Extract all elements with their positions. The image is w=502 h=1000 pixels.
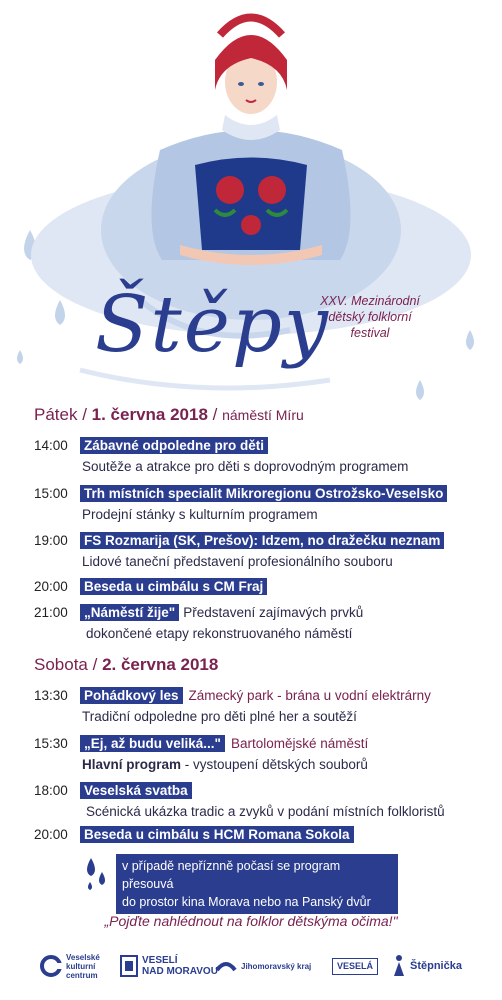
event-row	[34, 437, 268, 454]
festival-subtitle	[300, 293, 440, 341]
event-place: Bartolomějské náměstí	[230, 736, 369, 751]
dancer-icon	[392, 954, 406, 978]
event-desc: Soutěže a atrakce pro děti s doprovodným programem	[82, 459, 409, 474]
event-time: 20:00	[34, 827, 68, 842]
note-line: do prostor kina Morava nebo na Panský dvůr	[122, 895, 371, 909]
event-title: Beseda u cimbálu s CM Fraj	[80, 578, 267, 595]
event-title: FS Rozmarija (SK, Prešov): Idzem, no dražečku neznam	[80, 532, 444, 549]
logo-text: NAD MORAVOU	[142, 966, 218, 977]
logo-jihomoravsky-kraj	[215, 948, 311, 984]
festival-title: Štěpy	[95, 280, 330, 370]
event-inline-desc: Představení zajímavých prvků	[183, 605, 364, 620]
day1-location: náměstí Míru	[222, 407, 304, 423]
event-title: Pohádkový les	[80, 687, 183, 704]
coat-of-arms-icon	[120, 955, 138, 977]
event-title: Trh místních specialit Mikroregionu Ostrožsko-Veselsko	[80, 485, 447, 502]
event-title: Veselská svatba	[80, 782, 192, 799]
logo-text: VESELÍ	[142, 955, 178, 966]
subtitle-line: XXV. Mezinárodní	[320, 294, 420, 308]
logo-text: kulturní	[66, 961, 96, 971]
event-desc: Lidové taneční představení profesionálního souboru	[82, 554, 393, 569]
event-row	[34, 532, 444, 549]
day2-heading	[34, 655, 218, 675]
event-time: 20:00	[34, 579, 68, 594]
event-desc: dokončené etapy rekonstruovaného náměstí	[86, 626, 353, 641]
event-time: 14:00	[34, 438, 68, 453]
day1-weekday: Pátek /	[34, 405, 92, 424]
event-desc-bold: Hlavní program	[82, 757, 182, 772]
event-title: „Ej, až budu veliká..."	[80, 735, 225, 752]
logo-text: Štěpnička	[410, 959, 462, 972]
event-desc: Scénická ukázka tradic a zvyků v podání místních folkloristů	[86, 804, 445, 819]
event-time: 15:30	[34, 736, 68, 751]
day2-date: 2. června 2018	[102, 655, 219, 674]
event-time: 19:00	[34, 533, 68, 548]
event-row	[34, 687, 431, 704]
festival-quote: „Pojďte nahlédnout na folklor dětskýma očima!"	[104, 913, 398, 929]
event-place: Zámecký park - brána u vodní elektrárny	[188, 688, 431, 703]
event-row	[34, 604, 363, 621]
logo-text: VESELÁ	[332, 958, 378, 975]
event-desc: Prodejní stánky s kulturním programem	[82, 507, 318, 522]
subtitle-line: festival	[350, 326, 390, 340]
event-time: 13:30	[34, 688, 68, 703]
note-line: v případě nepříznně počasí se program přesouvá	[122, 859, 341, 891]
event-title: Beseda u cimbálu s HCM Romana Sokola	[80, 826, 354, 843]
event-title: Zábavné odpoledne pro děti	[80, 437, 268, 454]
kc-logo-icon	[40, 955, 62, 977]
logo-text: Jihomoravský kraj	[241, 961, 312, 971]
day1-date: 1. června 2018	[91, 405, 208, 424]
sponsor-logos	[0, 948, 502, 988]
event-row	[34, 735, 368, 752]
event-time: 18:00	[34, 783, 68, 798]
event-desc: Tradiční odpoledne pro děti plné her a soutěží	[82, 709, 357, 724]
event-desc	[82, 757, 368, 772]
event-row	[34, 485, 447, 502]
subtitle-line: dětský folklorní	[328, 310, 412, 324]
region-logo-icon	[215, 958, 237, 974]
logo-stepnicka	[392, 948, 462, 984]
logo-vesela	[332, 948, 378, 984]
day2-weekday: Sobota /	[34, 655, 103, 674]
logo-veseli	[120, 948, 218, 984]
event-row	[34, 578, 267, 595]
logo-text: Veselské	[66, 952, 100, 962]
logo-text: centrum	[66, 970, 98, 980]
event-row	[34, 782, 192, 799]
event-time: 15:00	[34, 486, 68, 501]
event-time: 21:00	[34, 605, 68, 620]
day1-heading	[34, 405, 304, 425]
day1-sep: /	[207, 405, 223, 424]
event-desc-text: - vystoupení dětských souborů	[181, 757, 368, 772]
logo-kulturni-centrum	[40, 948, 100, 984]
weather-note	[116, 854, 398, 914]
event-title: „Náměstí žije"	[80, 604, 179, 621]
rain-drops-icon	[82, 856, 110, 892]
event-row	[34, 826, 354, 843]
